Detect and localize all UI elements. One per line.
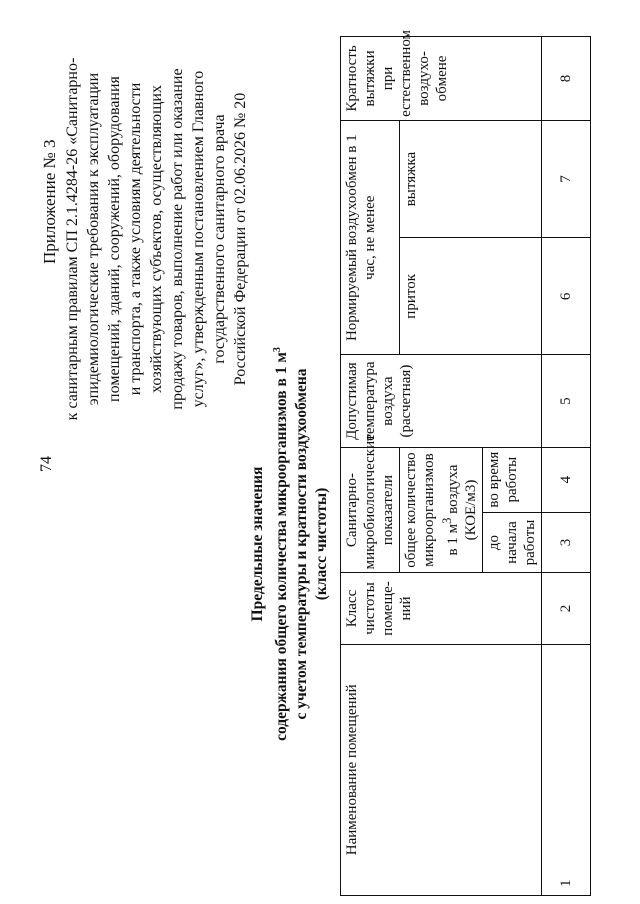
title-line: (класс чистоты) xyxy=(313,487,331,601)
page-number: 74 xyxy=(38,456,55,472)
header-cell-supply: приток xyxy=(400,238,542,355)
document-title xyxy=(248,264,332,824)
header-cell-during-work: во время работы xyxy=(483,447,542,512)
title-line xyxy=(268,264,292,824)
micro-count-sup: 3 xyxy=(440,517,454,524)
header-cell-before-work: до начала работы xyxy=(483,512,542,573)
appendix-line: государственного санитарного врача xyxy=(211,114,228,364)
column-number: 4 xyxy=(542,447,591,512)
header-cell-micro: Санитарно-микробиологические показатели xyxy=(341,447,400,573)
appendix-line: и транспорта, а также условиям деятельности xyxy=(127,82,144,396)
column-number: 5 xyxy=(542,355,591,447)
title-line: с учетом температуры и кратности воздухообмена xyxy=(293,368,311,720)
header-cell-exchange: Нормируемый воздухообмен в 1 час, не менее xyxy=(341,120,400,355)
column-number: 7 xyxy=(542,120,591,237)
micro-count-tail: воздуха (КОЕ/м3) xyxy=(445,464,479,541)
header-cell-natural: Кратность вытяжки при естественном воздухо-обмене xyxy=(341,37,542,121)
column-number: 6 xyxy=(542,238,591,355)
title-line-text: содержания общего количества микроорганизмов в 1 м xyxy=(273,352,291,741)
appendix-line: продажу товаров, выполнение работ или оказание xyxy=(169,68,186,410)
title-line: Предельные значения xyxy=(249,466,266,622)
title-superscript: 3 xyxy=(272,347,283,353)
header-cell-micro-count xyxy=(400,447,483,573)
appendix-line: услуг», утвержденным постановлением Главного xyxy=(190,70,207,408)
table-row xyxy=(542,37,591,896)
appendix-line: Российской Федерации от 02.06.2026 № 20 xyxy=(232,92,249,386)
appendix-line: хозяйствующих субъектов, осуществляющих xyxy=(148,85,165,393)
appendix-line: помещений, зданий, сооружений, оборудования xyxy=(106,76,123,402)
appendix-text xyxy=(62,0,251,479)
column-number: 1 xyxy=(542,644,591,895)
norms-table xyxy=(340,29,591,896)
column-number: 8 xyxy=(542,37,591,121)
appendix-label: Приложение № 3 xyxy=(40,139,59,264)
header-cell-exhaust: вытяжка xyxy=(400,120,542,237)
header-cell-temperature: Допустимая температура воздуха (расчетная) xyxy=(341,355,542,447)
header-cell-class: Класс чистоты помеще-ний xyxy=(341,573,542,644)
micro-count-text: общее количество микроорганизмов в 1 м xyxy=(403,452,461,568)
appendix-line: эпидемиологические требования к эксплуатации xyxy=(85,72,102,406)
column-number: 2 xyxy=(542,573,591,644)
header-cell-name: Наименование помещений xyxy=(341,644,542,895)
column-number: 3 xyxy=(542,512,591,573)
appendix-line: к санитарным правилам СП 2.1.4284-26 «Санитарно- xyxy=(64,57,81,421)
